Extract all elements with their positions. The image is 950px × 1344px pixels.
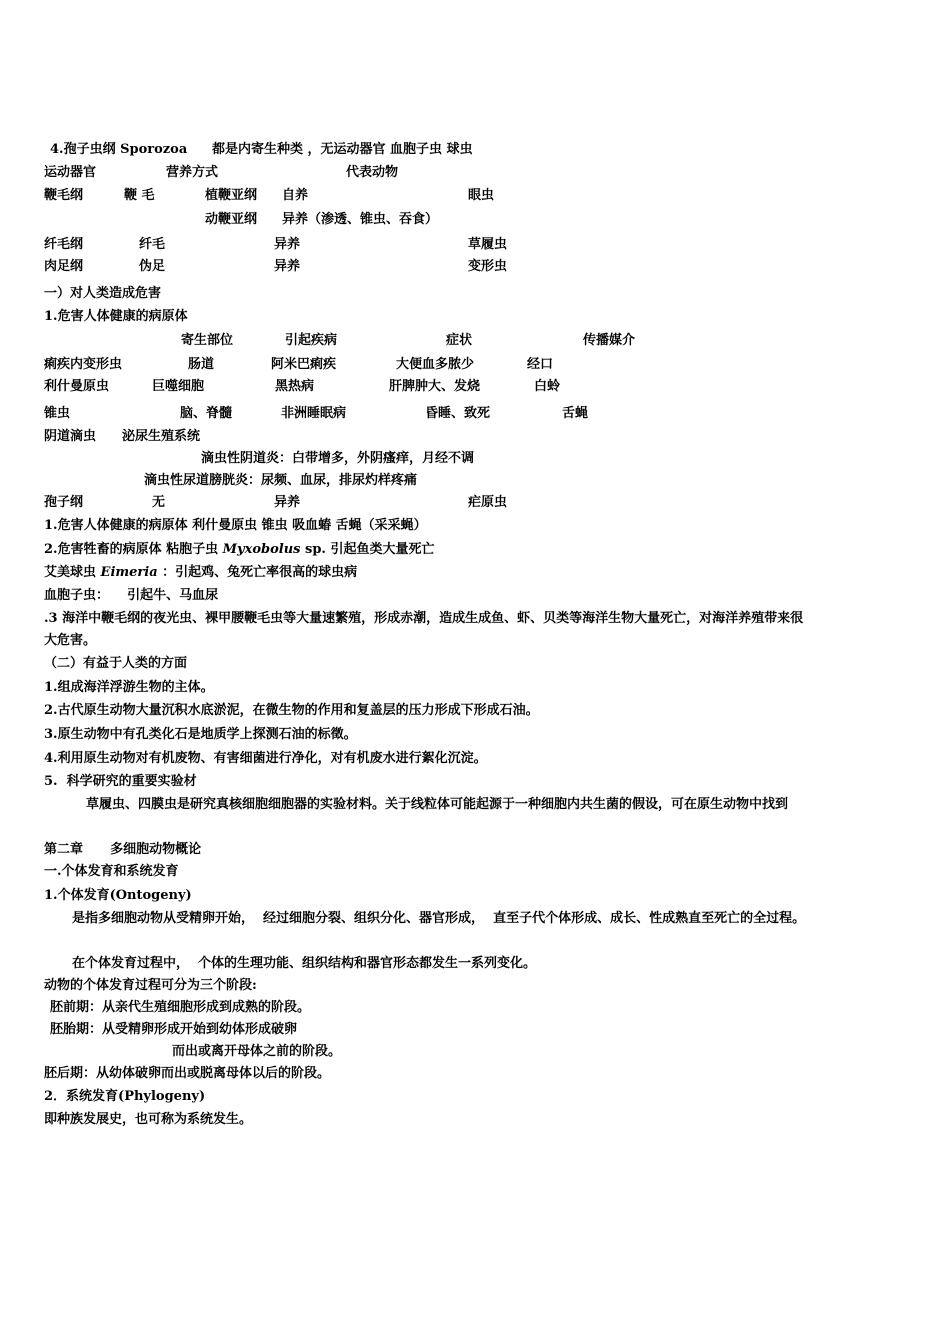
disease-symptom: 昏睡、致死	[425, 406, 491, 421]
list-item-text: sp. 引起鱼类大量死亡	[305, 542, 435, 557]
class-organ: 鞭 毛	[124, 188, 155, 203]
list-item: 血胞子虫： 引起牛、马血尿	[44, 588, 219, 603]
disease-symptom: 大便血多脓少	[396, 357, 475, 372]
stage-item: 胚后期：从幼体破卵而出或脱离母体以后的阶段。	[44, 1066, 331, 1081]
class-name: 纤毛纲	[44, 237, 84, 252]
section-title: 一.个体发育和系统发育	[44, 864, 179, 879]
list-item	[44, 541, 434, 559]
class-nutrition: 异养	[274, 259, 301, 274]
disease-site: 肠道	[188, 357, 215, 372]
subsection-phylogeny: 2．系统发育(Phylogeny)	[44, 1089, 206, 1104]
stages-intro: 动物的个体发育过程可分为三个阶段:	[44, 978, 257, 993]
sporozoa-row-organ: 无	[152, 495, 166, 510]
paragraph-ontogeny-change: 在个体发育过程中， 个体的生理功能、组织结构和器官形态都发生一系列变化。	[72, 956, 537, 971]
trichomonas-urethritis: 滴虫性尿道膀胱炎：尿频、血尿，排尿灼样疼痛	[144, 473, 418, 488]
class-organ: 纤毛	[139, 237, 166, 252]
trichomonas-vaginitis: 滴虫性阴道炎：白带增多，外阴瘙痒，月经不调	[201, 451, 475, 466]
paragraph-research-note: 草履虫、四膜虫是研究真核细胞细胞器的实验材料。关于线粒体可能起源于一种细胞内共生菌的假设，可在原生动物中找到	[86, 797, 789, 812]
list-item-text: 2.危害牲畜的病原体 粘胞子虫	[44, 542, 219, 557]
class-organ: 伪足	[139, 259, 166, 274]
disease-header-disease: 引起疾病	[285, 333, 338, 348]
list-item: 4.利用原生动物对有机废物、有害细菌进行净化，对有机废水进行絮化沉淀。	[44, 751, 487, 766]
list-item: 2.古代原生动物大量沉积水底淤泥，在微生物的作用和复盖层的压力形成下形成石油。	[44, 703, 539, 718]
disease-name: 非洲睡眠病	[281, 406, 347, 421]
paragraph-red-tide: .3 海洋中鞭毛纲的夜光虫、裸甲腰鞭毛虫等大量速繁殖，形成赤潮，造成生成鱼、虾、贝类等海洋生物大量死亡，对海洋养殖带来很大危害。	[44, 611, 804, 648]
species-name: Eimeria	[100, 565, 158, 580]
subsection-pathogens: 1.危害人体健康的病原体	[44, 309, 188, 324]
stage-item: 胚胎期：从受精卵形成开始到幼体形成破卵	[50, 1022, 298, 1037]
species-name: Myxobolus	[222, 542, 301, 557]
list-item: 1.危害人体健康的病原体 利什曼原虫 锥虫 吸血蝽 舌蝇（采采蝇）	[44, 518, 427, 533]
disease-header-site: 寄生部位	[181, 333, 234, 348]
class-name: 肉足纲	[44, 259, 84, 274]
disease-header-vector: 传播媒介	[583, 333, 636, 348]
paragraph-phylogeny-definition: 即种族发展史，也可称为系统发生。	[44, 1112, 253, 1127]
section-title-benefit: （二）有益于人类的方面	[44, 656, 188, 671]
list-item: 5. 科学研究的重要实验材	[44, 774, 197, 789]
disease-pathogen: 利什曼原虫	[44, 379, 110, 394]
sporozoa-description: 都是内寄生种类 ，无运动器官 血胞子虫 球虫	[212, 142, 473, 157]
list-item	[44, 564, 357, 582]
disease-header-symptom: 症状	[446, 333, 473, 348]
list-item: 3.原生动物中有孔类化石是地质学上探测石油的标徵。	[44, 727, 357, 742]
stage-item-continued: 而出或离开母体之前的阶段。	[172, 1044, 342, 1059]
list-item-text: 艾美球虫	[44, 565, 97, 580]
class-subclass: 动鞭亚纲	[205, 212, 258, 227]
disease-name: 黑热病	[275, 379, 315, 394]
disease-vector: 白蛉	[534, 379, 561, 394]
class-example: 变形虫	[468, 259, 508, 274]
section-title-harm: 一）对人类造成危害	[44, 286, 162, 301]
subsection-ontogeny: 1.个体发育(Ontogeny)	[44, 888, 192, 903]
list-item-text: ：引起鸡、兔死亡率很高的球虫病	[162, 565, 358, 580]
disease-pathogen: 痢疾内变形虫	[44, 357, 123, 372]
chapter-title: 第二章 多细胞动物概论	[44, 842, 202, 857]
class-example: 草履虫	[468, 237, 508, 252]
disease-symptom: 肝脾肿大、发烧	[389, 379, 481, 394]
disease-pathogen: 锥虫	[44, 406, 71, 421]
trichomonas-name: 阴道滴虫	[44, 429, 97, 444]
trichomonas-site: 泌尿生殖系统	[122, 429, 201, 444]
sporozoa-row-nutrition: 异养	[274, 495, 301, 510]
table-header-example: 代表动物	[346, 165, 399, 180]
class-nutrition: 异养	[274, 237, 301, 252]
class-example: 眼虫	[468, 188, 495, 203]
table-header-nutrition: 营养方式	[166, 165, 219, 180]
list-item: 1.组成海洋浮游生物的主体。	[44, 680, 214, 695]
stage-item: 胚前期：从亲代生殖细胞形成到成熟的阶段。	[50, 1000, 311, 1015]
class-subclass: 植鞭亚纲	[205, 188, 258, 203]
disease-name: 阿米巴痢疾	[271, 357, 337, 372]
disease-vector: 舌蝇	[562, 406, 589, 421]
paragraph-ontogeny-definition: 是指多细胞动物从受精卵开始， 经过细胞分裂、组织分化、器官形成， 直至子代个体形成、成长、性成熟直至死亡的全过程。	[72, 911, 806, 926]
table-header-organ: 运动器官	[44, 165, 97, 180]
sporozoa-row-class: 孢子纲	[44, 495, 84, 510]
disease-site: 脑、脊髓	[180, 406, 233, 421]
class-name: 鞭毛纲	[44, 188, 84, 203]
disease-site: 巨噬细胞	[152, 379, 205, 394]
disease-vector: 经口	[527, 357, 554, 372]
sporozoa-heading: 4.孢子虫纲 Sporozoa	[50, 142, 188, 157]
sporozoa-row-example: 疟原虫	[468, 495, 508, 510]
class-nutrition: 自养	[282, 188, 309, 203]
class-nutrition: 异养（渗透、锥虫、吞食）	[282, 212, 439, 227]
